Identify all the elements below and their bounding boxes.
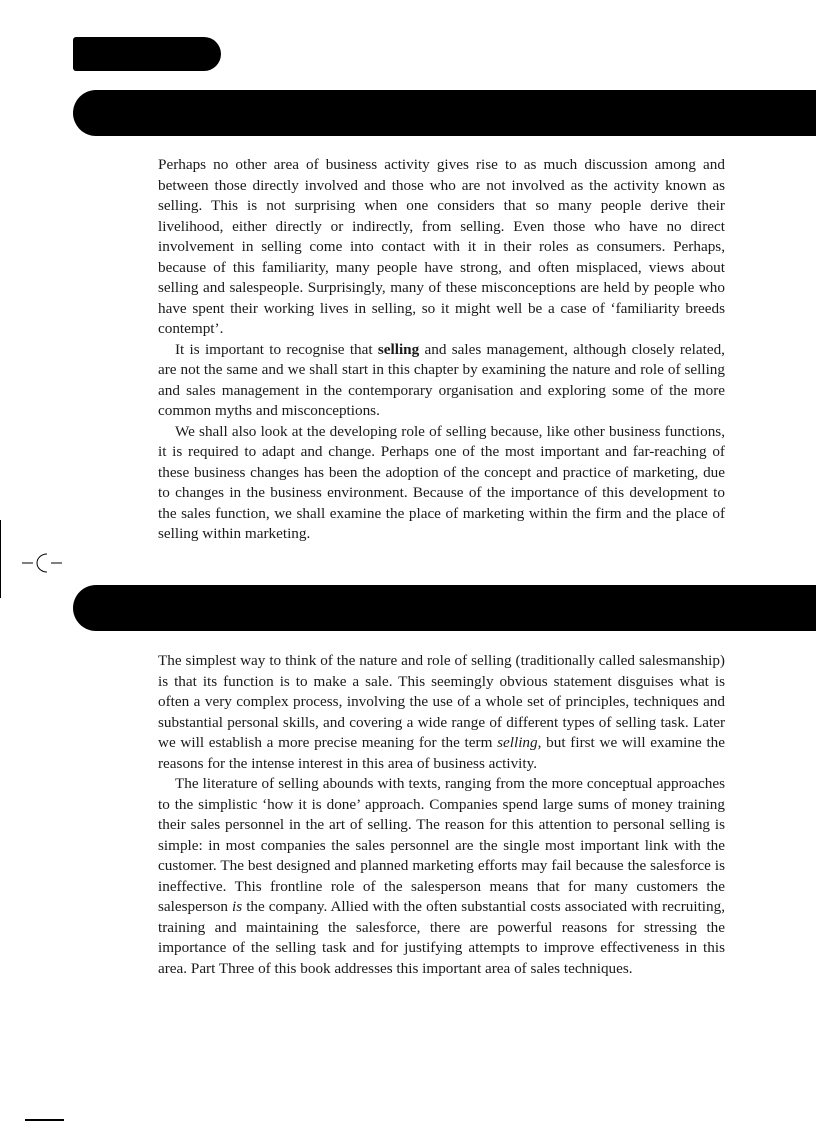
paragraph (158, 422, 725, 545)
section-1-body (158, 155, 725, 545)
crop-line (0, 520, 1, 598)
paragraph-text: the company. Allied with the often substantial costs associated with recruiting, training and maintaining the salesforce, there are powerful reasons for stressing the importance of the selling task and for justifying attempts to improve effectiveness in this area. Part Three of this book addresses this important area of sales techniques. (158, 898, 725, 977)
paragraph-text: The literature of selling abounds with texts, ranging from the more conceptual approaches to the simplistic ‘how it is done’ approach. Companies spend large sums of money training their sales personnel in the art of selling. The reason for this attention to personal selling is simple: in most companies the sales personnel are the single most important link with the customer. The best designed and planned marketing efforts may fail because the salesforce is ineffective. This frontline role of the salesperson means that for many customers the salesperson (158, 775, 725, 915)
section-heading-banner (73, 90, 816, 136)
registration-mark-icon (22, 551, 62, 575)
paragraph-text: , but first we will examine the reasons for the intense interest in this area of business activity. (158, 734, 725, 772)
paragraph-text: The simplest way to think of the nature and role of selling (traditionally called salesmanship) is that its function is to make a sale. This seemingly obvious statement disguises what is often a very complex process, involving the use of a whole set of principles, techniques and substantial personal skills, and covering a wide range of different types of selling task. Later we will establish a more precise meaning for the term (158, 652, 725, 751)
emphasis-term: is (232, 898, 243, 915)
paragraph (158, 774, 725, 979)
paragraph (158, 651, 725, 774)
crop-mark (25, 1119, 64, 1121)
emphasis-term: selling (497, 734, 538, 751)
chapter-tab (73, 37, 221, 71)
paragraph-text: It is important to recognise that (175, 340, 378, 358)
paragraph-text: Perhaps no other area of business activity gives rise to as much discussion among and between those directly involved and those who are not involved as the activity known as selling. This is not surprising when one considers that so many people derive their livelihood, either directly or indirectly, from selling. Even those who have no direct involvement in selling come into contact with it in their roles as consumers. Perhaps, because of this familiarity, many people have strong, and often misplaced, views about selling and salespeople. Surprisingly, many of these misconceptions are held by people who have spent their working lives in selling, so it might well be a case of ‘familiarity breeds contempt’. (158, 156, 725, 337)
key-term: selling (377, 340, 420, 358)
section-2-body (158, 651, 725, 979)
paragraph-text: We shall also look at the developing role of selling because, like other business functions, it is required to adapt and change. Perhaps one of the most important and far-reaching of these business changes has been the adoption of the concept and practice of marketing, due to changes in the business environment. Because of the importance of this development to the sales function, we shall examine the place of marketing within the firm and the place of selling within marketing. (158, 422, 725, 542)
paragraph-text: and sales management, although closely related, are not the same and we shall start in this chapter by examining the nature and role of selling and sales management in the contemporary organisation and exploring some of the more common myths and misconceptions. (158, 340, 725, 419)
paragraph (158, 340, 725, 422)
section-heading-banner (73, 585, 816, 631)
paragraph (158, 155, 725, 340)
